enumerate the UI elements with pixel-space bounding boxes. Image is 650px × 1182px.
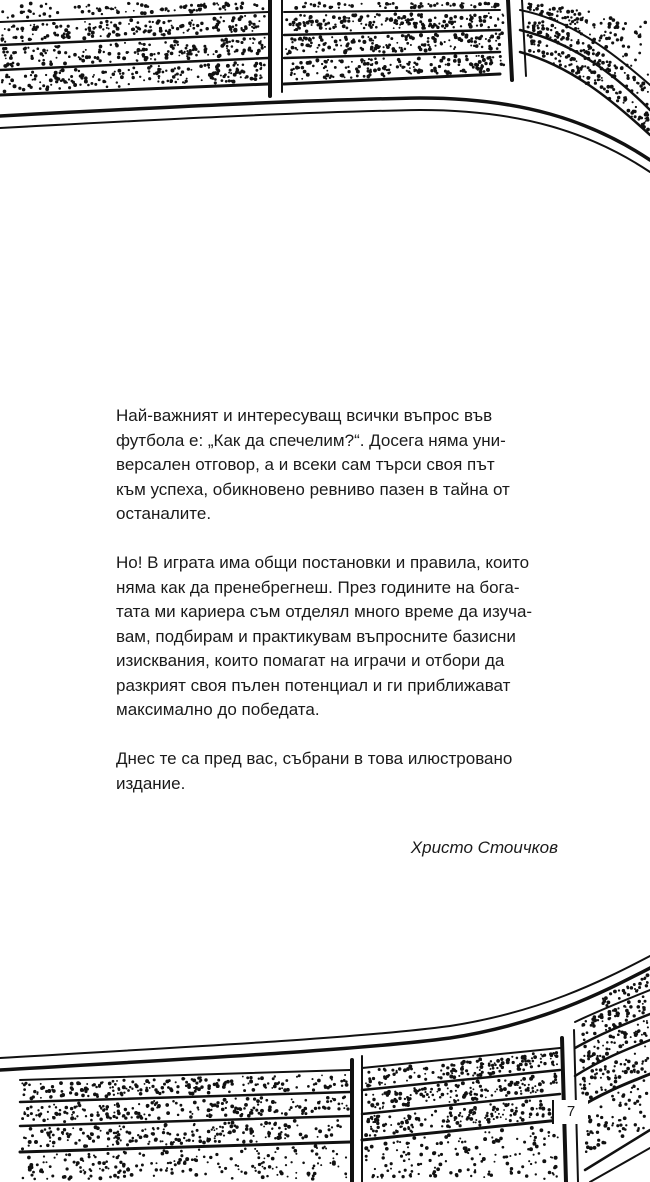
paragraph-3 [116, 747, 586, 796]
stadium-stands-top-illustration [0, 0, 650, 175]
text-line: издание. [116, 773, 186, 793]
text-line: Но! В играта има общи постановки и правила, които [116, 553, 530, 572]
text-line: изисквания, които помагат на играчи и отбори да [116, 651, 505, 670]
paragraph-2 [116, 551, 586, 723]
text-line: Днес те са пред вас, събрани в това илюстровано [116, 749, 513, 768]
text-line: вам, подбирам и практикувам въпросните базисни [116, 626, 516, 646]
text-line: версален отговор, а и всеки сам търси своя път [116, 455, 495, 474]
text-line: тата ми кариера съм отделял много време да изуча- [116, 602, 533, 621]
text-line: към успеха, обикновено ревниво пазен в тайна от [116, 479, 510, 499]
text-line: Най-важният и интересуващ всички въпрос във [116, 406, 493, 425]
preface-text [116, 404, 586, 821]
text-line: няма как да пренебрегнеш. През годините на бога- [116, 577, 520, 597]
text-line: футбола е: „Как да спечелим?“. Досега няма уни- [116, 430, 506, 450]
author-signature: Христо Стоичков [410, 838, 558, 857]
paragraph-1 [116, 404, 586, 527]
text-line: останалите. [116, 504, 212, 523]
page-number: 7 [552, 1100, 588, 1124]
text-line: разкрият своя пълен потенциал и ги приближават [116, 675, 511, 695]
stadium-stands-bottom-illustration [0, 930, 650, 1182]
text-line: максимално до победата. [116, 700, 320, 719]
